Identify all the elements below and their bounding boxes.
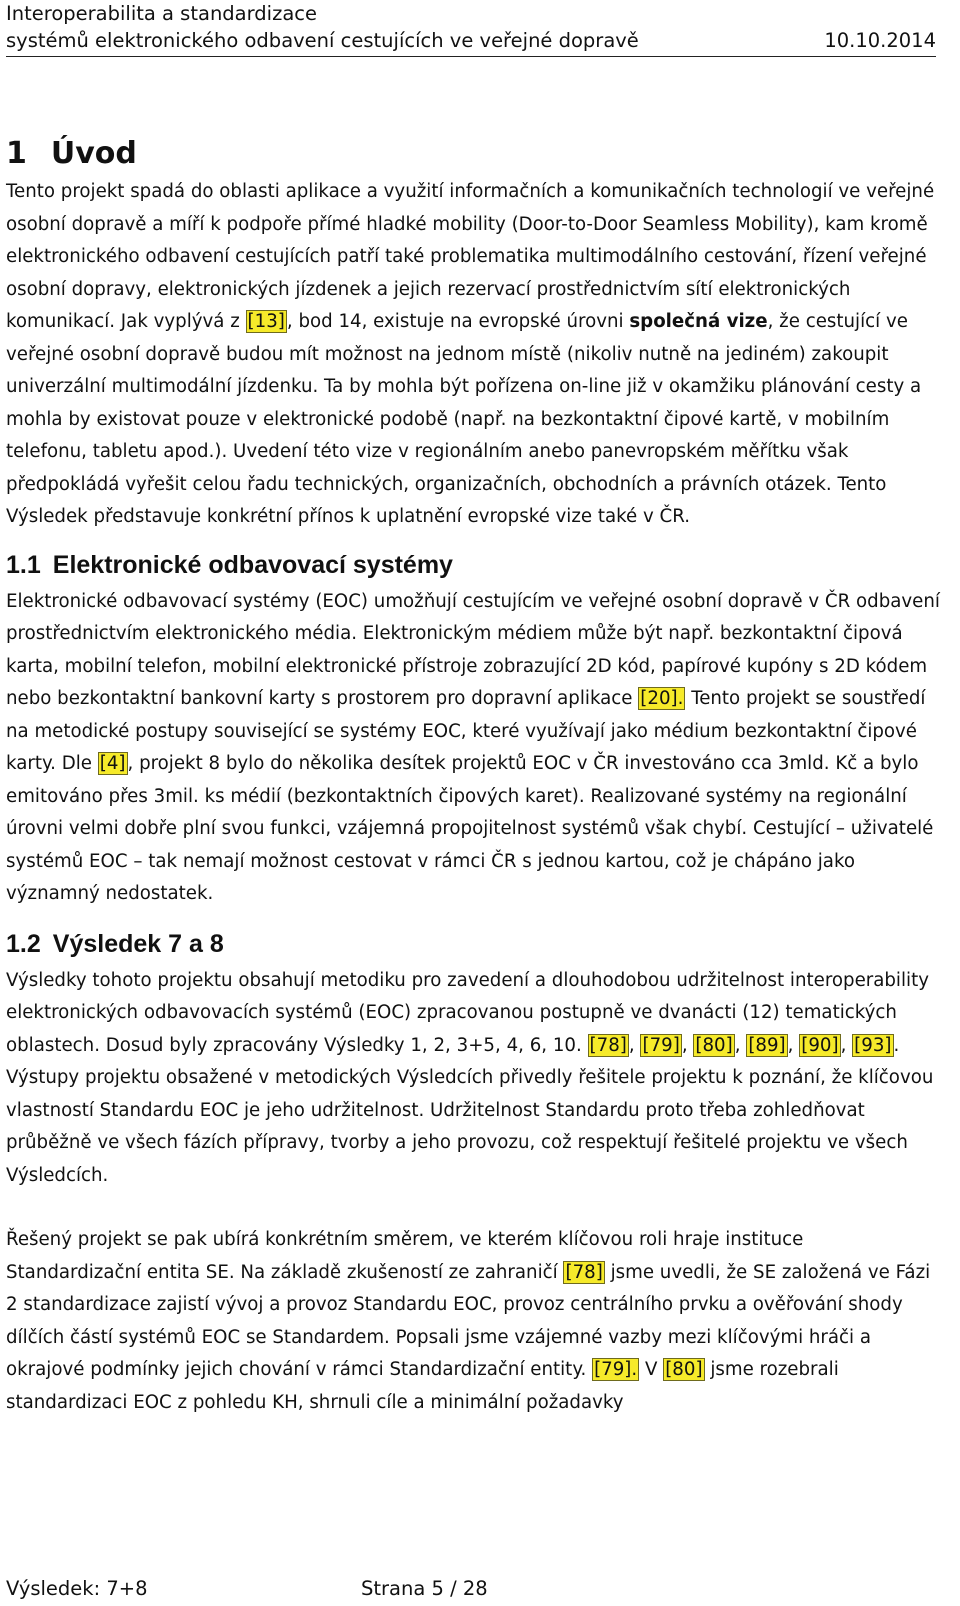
text-run: , že cestující ve veřejné osobní dopravě budou mít možnost na jednom místě (nikoliv nutně na jediném) zakoupit univerzální multimodální jízdenku. Ta by mohla být pořízena on-line již v okamžiku plánování cesty a mohla by existovat pouze v elektronické podobě (např. na bezkontaktní čipové kartě, v mobilním telefonu, tabletu apod.). Uvedení této vize v regionálním anebo panevropském měřítku však předpokládá vyřešit celou řadu technických, organizačních, obchodních a právních otázek. Tento Výsledek představuje konkrétní přínos k uplatnění evropské vize také v ČR.: [6, 311, 922, 527]
separator: ,: [628, 1034, 641, 1056]
separator: ,: [787, 1034, 800, 1056]
text-run: . Výstupy projektu obsažené v metodických Výsledcích přivedly řešitele projektu k poznání, že klíčovou vlastností Standardu EOC je jeho udržitelnost. Udržitelnost Standardu proto třeba zohledňovat průběžně ve všech fázích přípravy, tvorby a jeho provozu, což respektují řešitelé projektu ve všech Výsledcích.: [6, 1034, 934, 1186]
footer-result-label: Výsledek: 7+8: [6, 1577, 148, 1600]
section-1-1-number: 1.1: [6, 550, 41, 579]
text-run: , bod 14, existuje na evropské úrovni: [286, 311, 630, 332]
text-run: Tento projekt se soustředí na metodické postupy související se systémy EOC, které využívají jako médium bezkontaktní čipové karty. Dle: [6, 688, 926, 774]
separator: ,: [840, 1034, 853, 1056]
section-1-1-heading: [6, 544, 941, 586]
text-run: Elektronické odbavovací systémy (EOC) umožňují cestujícím ve veřejné osobní dopravě v ČR odbavení prostřednictvím elektronického média. Elektronickým médiem může být např. bezkontaktní čipová karta, mobilní telefon, mobilní elektronické přístroje zobrazující 2D kód, papírové kupóny s 2D kódem nebo bezkontaktní bankovní karty s prostorem pro dopravní aplikace: [6, 590, 940, 709]
citation-link[interactable]: [78]: [589, 1034, 627, 1056]
citation-link[interactable]: [93]: [854, 1034, 892, 1056]
section-1-1-title: Elektronické odbavovací systémy: [52, 550, 453, 579]
section-1-2-paragraph-1: [6, 965, 941, 1193]
citation-link[interactable]: [80]: [665, 1359, 703, 1380]
section-1-2-number: 1.2: [6, 929, 41, 958]
header-date: 10.10.2014: [824, 29, 936, 52]
citation-link[interactable]: [80]: [695, 1034, 733, 1056]
page-header: [6, 0, 936, 54]
section-1-heading: [6, 132, 941, 176]
text-run: jsme rozebrali standardizaci EOC z pohledu KH, shrnuli cíle a minimální požadavky: [6, 1359, 839, 1413]
citation-link[interactable]: [13]: [247, 311, 285, 332]
citation-link[interactable]: [20].: [640, 688, 684, 709]
page-content: [6, 132, 941, 1419]
citation-link[interactable]: [79]: [642, 1034, 680, 1056]
section-1-2-heading: [6, 923, 941, 965]
citation-link[interactable]: [4]: [99, 753, 126, 774]
header-line-1: [6, 0, 936, 27]
emphasis-text: společná vize: [629, 311, 768, 332]
text-run: Výsledky tohoto projektu obsahují metodiku pro zavedení a dlouhodobou udržitelnost interoperability elektronických odbavovacích systémů (EOC) zpracovanou postupně ve dvanácti (12) tematických oblastech. Dosud byly zpracovány Výsledky 1, 2, 3+5, 4, 6, 10.: [6, 969, 929, 1056]
section-1-paragraph: [6, 176, 941, 534]
section-1-2-title: Výsledek 7 a 8: [52, 929, 224, 958]
page-footer: [6, 1574, 936, 1604]
text-run: Řešený projekt se pak ubírá konkrétním směrem, ve kterém klíčovou roli hraje instituce Standardizační entita SE. Na základě zkušeností ze zahraničí: [6, 1229, 804, 1283]
text-run: V: [639, 1359, 664, 1380]
citation-link[interactable]: [90]: [801, 1034, 839, 1056]
section-1-title: Úvod: [50, 136, 137, 171]
separator: ,: [681, 1034, 694, 1056]
text-run: jsme uvedli, že SE založená ve Fázi 2 standardizace zajistí vývoj a provoz Standardu EOC, provoz centrálního prvku a ověřování shody dílčích částí systémů EOC se Standardem. Popsali jsme vzájemné vazby mezi klíčovými hráči a okrajové podmínky jejich chování v rámci Standardizační entity.: [6, 1261, 931, 1380]
citation-link[interactable]: [78]: [565, 1261, 603, 1283]
text-run: Tento projekt spadá do oblasti aplikace a využití informačních a komunikačních technologií ve veřejné osobní dopravě a míří k podpoře přímé hladké mobility (Door-to-Door Seamless Mobility), kam kromě elektronického odbavení cestujících patří také problematika multimodálního cestování, řízení veřejné osobní dopravy, elektronických jízdenek a jejich rezervací prostřednictvím sítí elektronických komunikací. Jak vyplývá z: [6, 181, 935, 332]
page-number: Strana 5 / 28: [361, 1577, 488, 1600]
header-line-2: [6, 27, 936, 54]
header-title: Interoperabilita a standardizace: [6, 2, 318, 25]
section-1-2-paragraph-2: [6, 1224, 941, 1419]
citation-link[interactable]: [89]: [748, 1034, 786, 1056]
separator: ,: [734, 1034, 747, 1056]
section-1-number: 1: [6, 136, 27, 171]
header-divider: [6, 56, 936, 57]
text-run: , projekt 8 bylo do několika desítek projektů EOC v ČR investováno cca 3mld. Kč a bylo emitováno přes 3mil. ks médií (bezkontaktních čipových karet). Realizované systémy na regionální úrovni velmi dobře plní svou funkci, vzájemná propojitelnost systémů však chybí. Cestující – uživatelé systémů EOC – tak nemají možnost cestovat v rámci ČR s jednou kartou, což je chápáno jako významný nedostatek.: [6, 753, 934, 904]
citation-link[interactable]: [79].: [594, 1359, 638, 1380]
header-subtitle: systémů elektronického odbavení cestujících ve veřejné dopravě: [6, 29, 639, 52]
section-1-1-paragraph: [6, 586, 941, 911]
